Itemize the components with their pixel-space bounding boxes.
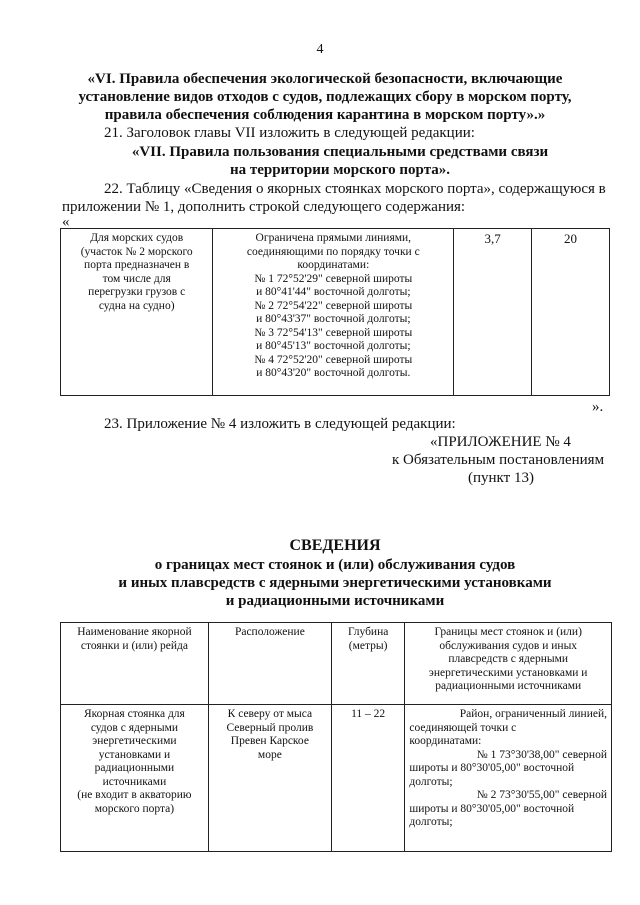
- anchorage-location-cell: [213, 229, 454, 396]
- item-22-line1: 22. Таблицу «Сведения о якорных стоянках морского порта», содержащуюся в: [104, 181, 606, 197]
- page-number: 4: [316, 42, 324, 57]
- cell-line: (метры): [348, 639, 388, 652]
- cell-line: № 2 73°30'55,00" северной: [476, 789, 607, 801]
- subtitle-line: о границах мест стоянок и (или) обслуживания судов: [154, 557, 516, 573]
- header-depth: [331, 623, 404, 705]
- row-name: [61, 705, 209, 852]
- cell-line: Расположение: [234, 626, 305, 638]
- cell-line: № 3 72°54'13" северной широты: [254, 326, 413, 339]
- cell-line: том числе для: [102, 272, 171, 285]
- heading-line: «VI. Правила обеспечения экологической безопасности, включающие: [87, 71, 563, 87]
- appendix-subtitle-1: к Обязательным постановлениям: [392, 452, 605, 468]
- section-7-heading: [60, 143, 620, 179]
- cell-line: и 80°45'13" восточной долготы;: [256, 340, 411, 352]
- svedeniya-subtitle: [60, 556, 610, 610]
- cell-line: перегрузки грузов с: [88, 286, 186, 298]
- cell-line: (участок № 2 морского: [80, 245, 193, 258]
- anchorage-count-cell: 20: [532, 229, 610, 396]
- heading-line: правила обеспечения соблюдения карантина в морском порту».»: [104, 107, 546, 123]
- appendix-title: «ПРИЛОЖЕНИЕ № 4: [430, 434, 571, 450]
- header-bounds: [405, 623, 612, 705]
- cell-line: Северный пролив: [226, 721, 314, 734]
- cell-line: долготы;: [409, 816, 453, 828]
- anchorage-name-cell: [61, 229, 213, 396]
- cell-line: плавсредств с ядерными: [448, 653, 569, 665]
- cell-line: К северу от мыса: [227, 708, 313, 720]
- cell-line: Район, ограниченный линией,: [459, 708, 607, 720]
- cell-line: и 80°41'44" восточной долготы;: [256, 286, 411, 298]
- table-row: [61, 229, 610, 396]
- cell-line: соединяющей точки с: [409, 721, 517, 734]
- row-depth: 11 – 22: [331, 705, 404, 852]
- cell-line: энергетическими: [92, 735, 177, 747]
- cell-line: № 1 73°30'38,00" северной: [476, 748, 607, 761]
- cell-line: широты и 80°30'05,00" восточной: [409, 762, 575, 774]
- cell-line: долготы;: [409, 775, 453, 788]
- cell-line: обслуживания судов и иных: [439, 639, 578, 652]
- appendix-subtitle-2: (пункт 13): [468, 470, 534, 486]
- cell-line: энергетическими установками и: [428, 666, 588, 679]
- cell-line: источниками: [102, 775, 167, 788]
- table-row: [61, 705, 612, 852]
- cell-line: стоянки и (или) рейда: [80, 639, 188, 652]
- cell-line: порта предназначен в: [84, 259, 190, 271]
- anchorage-table: [60, 228, 610, 396]
- svedeniya-title: СВЕДЕНИЯ: [289, 537, 381, 554]
- cell-line: судов с ядерными: [90, 721, 178, 734]
- cell-line: координатами:: [297, 259, 370, 271]
- header-location: [208, 623, 331, 705]
- cell-line: радиационными источниками: [435, 680, 582, 692]
- item-21: 21. Заголовок главы VII изложить в следующей редакции:: [104, 125, 475, 141]
- cell-line: соединяющими по порядку точки с: [246, 245, 420, 258]
- cell-line: Наименование якорной: [77, 626, 192, 638]
- cell-line: море: [257, 748, 282, 761]
- open-quote: «: [62, 214, 70, 230]
- boundaries-table: [60, 622, 612, 852]
- header-name: [61, 623, 209, 705]
- heading-line: на территории морского порта».: [229, 162, 451, 178]
- cell-line: Глубина: [347, 626, 389, 638]
- heading-line: «VII. Правила пользования специальными средствами связи: [131, 144, 549, 160]
- cell-line: широты и 80°30'05,00" восточной: [409, 802, 575, 815]
- cell-line: морского порта): [94, 802, 175, 815]
- cell-line: Якорная стоянка для: [84, 708, 185, 720]
- close-quote: ».: [592, 399, 604, 415]
- row-bounds: [405, 705, 612, 852]
- cell-line: Границы мест стоянок и (или): [434, 626, 582, 638]
- cell-line: Превен Карское: [230, 735, 309, 747]
- cell-line: № 4 72°52'20" северной широты: [254, 353, 413, 366]
- anchorage-depth-cell: 3,7: [454, 229, 532, 396]
- row-location: [208, 705, 331, 852]
- item-22-line2: приложении № 1, дополнить строкой следующего содержания:: [62, 199, 466, 215]
- cell-line: судна на судно): [98, 299, 175, 312]
- subtitle-line: и радиационными источниками: [225, 593, 445, 609]
- cell-line: координатами:: [409, 735, 482, 747]
- table-header-row: [61, 623, 612, 705]
- cell-line: установками и: [98, 748, 171, 761]
- subtitle-line: и иных плавсредств с ядерными энергетическими установками: [118, 575, 552, 591]
- cell-line: и 80°43'20" восточной долготы.: [256, 367, 411, 379]
- cell-line: Для морских судов: [90, 232, 184, 244]
- cell-line: (не входит в акваторию: [77, 789, 192, 801]
- cell-line: и 80°43'37" восточной долготы;: [256, 313, 411, 325]
- cell-line: Ограничена прямыми линиями,: [255, 232, 412, 244]
- section-6-heading: [40, 70, 610, 124]
- cell-line: радиационными: [94, 762, 175, 774]
- cell-line: № 2 72°54'22" северной широты: [254, 299, 413, 312]
- cell-line: № 1 72°52'29" северной широты: [254, 272, 413, 285]
- heading-line: установление видов отходов с судов, подлежащих сбору в морском порту,: [78, 89, 572, 105]
- item-23: 23. Приложение № 4 изложить в следующей редакции:: [104, 416, 456, 432]
